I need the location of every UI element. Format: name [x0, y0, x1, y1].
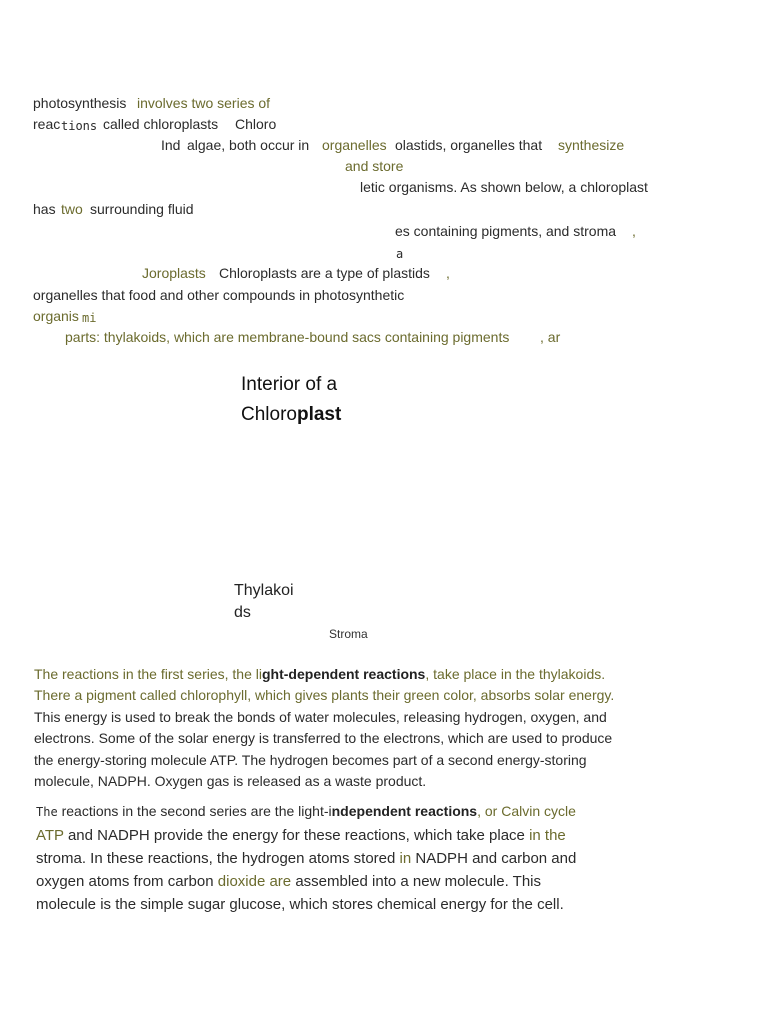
text-run: The: [36, 805, 58, 819]
figure-title-bold-part: plast: [296, 404, 342, 425]
text-fragment: organis: [33, 308, 79, 324]
text-fragment: Chloroplasts are a type of plastids: [219, 265, 430, 281]
paragraph-line: molecule is the simple sugar glucose, which stores chemical energy for the cell.: [36, 896, 564, 913]
thylakoids-label: [234, 580, 294, 624]
thylakoids-label-line-1: Thylakoi: [234, 582, 294, 599]
thylakoids-label-line-2: ds: [234, 604, 251, 621]
paragraph-line: This energy is used to break the bonds of water molecules, releasing hydrogen, oxygen, and: [34, 708, 607, 725]
text-run: NADPH and carbon and: [415, 850, 577, 867]
text-fragment: ,: [446, 265, 450, 281]
text-fragment: organelles: [322, 137, 387, 153]
paragraph-line: [34, 664, 614, 685]
text-run: , or Calvin cycle: [477, 803, 576, 819]
paragraph-light-independent: [36, 800, 576, 916]
paragraph-line: [36, 847, 576, 870]
text-run: The reactions in the first series, the li: [34, 666, 262, 682]
paragraph-light-dependent: [34, 664, 614, 792]
paragraph-line: electrons. Some of the solar energy is transferred to the electrons, which are used to produce: [34, 730, 613, 747]
text-run: , take place in the thylakoids.: [425, 666, 606, 682]
text-fragment: reac: [33, 116, 61, 132]
figure-title-part: Chloro: [241, 404, 297, 425]
text-run: and NADPH provide the energy for these reactions, which take place: [67, 827, 525, 844]
paragraph-line: the energy-storing molecule ATP. The hydrogen becomes part of a second energy-storing: [34, 751, 587, 768]
stroma-label: Stroma: [329, 627, 368, 641]
text-fragment: Ind: [161, 137, 181, 153]
text-run: reactions in the second series are the light-i: [61, 803, 332, 819]
text-run: in: [399, 850, 412, 867]
text-run: oxygen atoms from carbon: [36, 873, 214, 890]
text-fragment: mi: [82, 311, 97, 325]
figure-title: [241, 370, 341, 430]
paragraph-line: molecule, NADPH. Oxygen gas is released as a waste product.: [34, 773, 427, 790]
text-fragment: involves two series of: [137, 95, 271, 111]
text-fragment: and store: [345, 158, 404, 174]
text-fragment: surrounding fluid: [90, 201, 194, 217]
text-fragment: called chloroplasts: [103, 116, 219, 132]
text-fragment: two: [61, 201, 83, 217]
text-fragment: , ar: [540, 329, 561, 345]
text-run: dioxide are: [217, 873, 292, 890]
text-fragment: Joroplasts: [142, 265, 206, 281]
text-fragment: Chloro: [235, 116, 277, 132]
figure-title-line-1: Interior of a: [241, 374, 338, 395]
text-run: assembled into a new molecule. This: [295, 873, 542, 890]
text-fragment: synthesize: [558, 137, 625, 153]
bold-term: ght-dependent reactions: [262, 666, 426, 682]
text-fragment: a: [396, 247, 404, 261]
text-fragment: has: [33, 201, 56, 217]
text-fragment: tions: [61, 119, 98, 133]
paragraph-line: [36, 824, 576, 847]
text-fragment: olastids, organelles that: [395, 137, 543, 153]
paragraph-line: There a pigment called chlorophyll, which gives plants their green color, absorbs solar energy.: [34, 687, 615, 704]
text-fragment: es containing pigments, and stroma: [395, 223, 617, 239]
text-fragment: parts: thylakoids, which are membrane-bound sacs containing pigments: [65, 329, 510, 345]
bold-term: ndependent reactions: [331, 803, 478, 819]
text-fragment: algae, both occur in: [187, 137, 310, 153]
text-fragment: photosynthesis: [33, 95, 127, 111]
figure-title-line-2: [241, 400, 341, 430]
paragraph-line: [36, 870, 576, 893]
text-run: in the: [529, 827, 566, 844]
text-fragment: organelles that food and other compounds in photosynthetic: [33, 287, 405, 303]
text-fragment: ,: [632, 223, 636, 239]
text-fragment: letic organisms. As shown below, a chloroplast: [360, 179, 648, 195]
text-run: ATP: [36, 827, 64, 844]
paragraph-line: [36, 800, 576, 824]
text-run: stroma. In these reactions, the hydrogen atoms stored: [36, 850, 396, 867]
